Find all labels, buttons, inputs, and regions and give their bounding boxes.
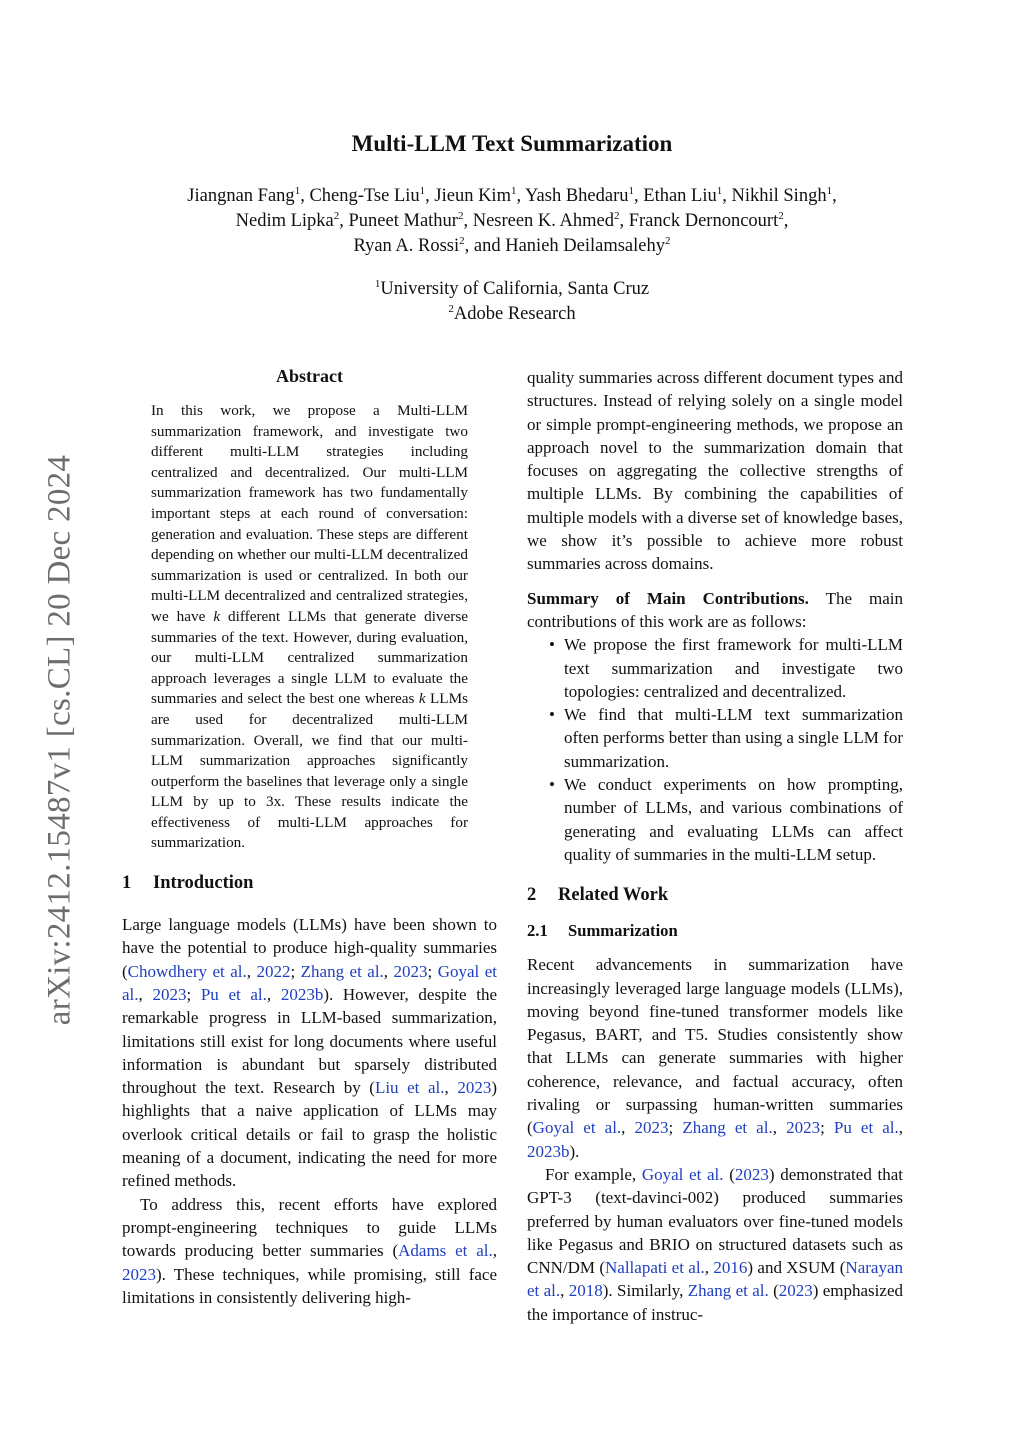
author-affiliation-mark: 1 [510, 184, 517, 197]
right-column [527, 366, 903, 1326]
citation-link[interactable]: Nallapati et al. [605, 1258, 705, 1278]
related-paragraph-2: For example, Goyal et al. (2023) demonstrated that GPT-3 (text-davinci-002) produced summaries preferred by human evaluators over fine-tuned models like Pegasus and BRIO on structured datasets such as CNN/DM (Nallapati et al., 2016) and XSUM (Narayan et al., 2018). Similarly, Zhang et al. (2023) emphasized the importance of instruc- [527, 1164, 903, 1324]
author-name: Puneet Mathur [348, 211, 458, 231]
contribution-item: • We propose the first framework for multi-LLM text summarization and investigate two topologies: centralized and decentralized. [564, 633, 903, 703]
citation-link[interactable]: 2023 [122, 1264, 156, 1284]
author-name: Jiangnan Fang [187, 186, 295, 206]
author-name: Ethan Liu [643, 186, 717, 206]
affiliation-list [0, 277, 1024, 327]
author-name: Nedim Lipka [235, 211, 334, 231]
citation-link[interactable]: Zhang et al. [687, 1281, 769, 1301]
author-affiliation-mark: 2 [457, 209, 464, 222]
author-affiliation-mark: 2 [613, 209, 620, 222]
citation-link[interactable]: Chowdhery et al. [127, 961, 247, 981]
affiliation-name: Adobe Research [453, 304, 576, 324]
contribution-item: • We conduct experiments on how prompting, number of LLMs, and various combinations of generating and evaluating LLMs can affect quality of summaries in the multi-LLM setup. [564, 773, 903, 866]
contributions-intro-text: The main contributions of this work are as follows: [527, 588, 903, 631]
citation-link[interactable]: 2023b [527, 1141, 570, 1161]
summarization-subheading [527, 921, 903, 941]
author-name: Hanieh Deilamsalehy [505, 236, 665, 256]
citation-link[interactable]: Goyal et al. [641, 1164, 724, 1184]
citation-link[interactable]: Zhang et al. [682, 1118, 773, 1138]
citation-link[interactable]: 2018 [568, 1281, 603, 1301]
citation-link[interactable]: 2023 [457, 1078, 492, 1098]
affiliation [0, 302, 1024, 327]
citation-link[interactable]: 2023 [778, 1281, 813, 1301]
author-affiliation-mark: 2 [459, 234, 465, 247]
author-affiliation-mark: 2 [333, 209, 340, 222]
related-paragraph-1: Recent advancements in summarization have increasingly leveraged large language models (LLMs), moving beyond fine-tuned transformer models like Pegasus, BART, and T5. Studies consistently show that LLMs can generate summaries with higher coherence, relevance, and factual accuracy, often rivaling or surpassing human-written summaries (Goyal et al., 2023; Zhang et al., 2023; Pu et al., 2023b). [527, 955, 904, 1161]
section-number: 1 [122, 873, 132, 894]
citation-link[interactable]: 2023 [152, 984, 187, 1004]
related-work-heading [527, 885, 903, 906]
intro-paragraph-2: To address this, recent efforts have explored prompt-engineering techniques to guide LLMs towards producing better summaries (Adams et al., 2023). These techniques, while promising, still face limitations in consistently delivering high- [122, 1194, 498, 1307]
citation-link[interactable]: Adams et al. [398, 1241, 493, 1261]
abstract-heading: Abstract [276, 366, 343, 386]
introduction-heading [122, 873, 497, 894]
citation-link[interactable]: Goyal et al. [532, 1118, 622, 1138]
citation-link[interactable]: 2023 [786, 1118, 821, 1138]
citation-link[interactable]: Zhang et al. [300, 961, 384, 981]
author-name: Cheng-Tse Liu [309, 186, 420, 206]
author-name: Franck Dernoncourt [628, 211, 779, 231]
citation-link[interactable]: 2023 [734, 1164, 769, 1184]
left-column [122, 366, 497, 1309]
author-name: Jieun Kim [434, 186, 511, 206]
author-affiliation-mark: 1 [826, 184, 833, 197]
author-affiliation-mark: 1 [294, 184, 301, 197]
citation-link[interactable]: Pu et al. [200, 984, 267, 1004]
contribution-item: • We find that multi-LLM text summarization often performs better than using a single LLM for summarization. [564, 703, 903, 773]
section-title: Related Work [558, 885, 669, 906]
citation-link[interactable]: 2023 [393, 961, 428, 981]
author-affiliation-mark: 2 [778, 209, 784, 222]
author-affiliation-mark: 1 [419, 184, 426, 197]
section-title: Introduction [153, 873, 254, 894]
subsection-number: 2.1 [527, 921, 548, 941]
paper-title: Multi-LLM Text Summarization [351, 131, 673, 156]
author-name: Nesreen K. Ahmed [472, 211, 614, 231]
affiliation-name: University of California, Santa Cruz [380, 279, 650, 299]
author-affiliation-mark: 2 [665, 234, 671, 247]
abstract-text: In this work, we propose a Multi-LLM summarization framework, and investigate two different multi-LLM strategies including centralized and decentralized. Our multi-LLM summarization framework has two fundamentally important steps at each round of conversation: generation and evaluation. These steps are different depending on whether our multi-LLM decentralized summarization is used or centralized. In both our multi-LLM decentralized and centralized strategies, we have k different LLMs that generate diverse summaries of the text. However, during evaluation, our multi-LLM centralized summarization approach leverages a single LLM to evaluate the summaries and select the best one whereas k LLMs are used for decentralized multi-LLM summarization. Overall, we find that our multi-LLM summarization approaches significantly outperform the baselines that leverage only a single LLM by up to 3x. These results indicate the effectiveness of multi-LLM approaches for summarization. [151, 402, 468, 852]
contributions-lead [527, 587, 903, 634]
citation-link[interactable]: Narayan et al. [527, 1258, 903, 1301]
affiliation-mark: 2 [448, 302, 454, 315]
author-list: Jiangnan Fang$^1$, Cheng-Tse Liu$^1$, Jieun Kim$^1$, Yash Bhedaru$^1$, Ethan Liu$^1$, Nikhil Singh$^1$, Nedim Lipka$^2$, Puneet Mathur$^2$, Nesreen K. Ahmed$^2$, Franck Dernoncourt$^2$, Ryan A. Rossi$^2$, and Hanieh Deilamsalehy$^2$ [187, 184, 837, 256]
citation-link[interactable]: 2022 [256, 961, 291, 981]
citation-link[interactable]: Goyal et al. [122, 961, 497, 1004]
author-name: Yash Bhedaru [525, 186, 629, 206]
contributions-list [527, 633, 903, 866]
abstract-section [122, 366, 497, 854]
author-affiliation-mark: 1 [628, 184, 635, 197]
citation-link[interactable]: Pu et al. [833, 1118, 899, 1138]
subsection-title: Summarization [568, 921, 678, 941]
intro-paragraph-1: Large language models (LLMs) have been shown to have the potential to produce high-quality summaries (Chowdhery et al., 2022; Zhang et al., 2023; Goyal et al., 2023; Pu et al., 2023b). However, despite the remarkable progress in LLM-based summarization, limitations still exist for long documents where useful information is abundant but sparsely distributed throughout the text. Research by (Liu et al., 2023) highlights that a naive application of LLMs may overlook critical details or fail to grasp the holistic meaning of a document, indicating the need for more refined methods. [122, 915, 498, 1191]
section-number: 2 [527, 885, 537, 906]
author-affiliation-mark: 1 [716, 184, 723, 197]
author-name: Ryan A. Rossi [353, 236, 460, 256]
intro-continued-paragraph: quality summaries across different document types and structures. Instead of relying solely on a single model or simple prompt-engineering methods, we propose an approach novel to the summarization domain that focuses on aggregating the collective strengths of multiple LLMs. By combining the capabilities of multiple models with a diverse set of knowledge bases, we show it’s possible to achieve more robust summaries across domains. [527, 368, 903, 574]
citation-link[interactable]: 2023 [634, 1118, 669, 1138]
affiliation-mark: 1 [374, 277, 381, 290]
citation-link[interactable]: 2023b [280, 984, 324, 1004]
citation-link[interactable]: Liu et al. [374, 1078, 445, 1098]
citation-link[interactable]: 2016 [713, 1258, 748, 1278]
author-name: Nikhil Singh [731, 186, 827, 206]
affiliation [0, 277, 1024, 302]
contributions-heading: Summary of Main Contributions. [527, 588, 809, 608]
arxiv-identifier-stamp: arXiv:2412.15487v1 [cs.CL] 20 Dec 2024 [41, 454, 78, 1026]
